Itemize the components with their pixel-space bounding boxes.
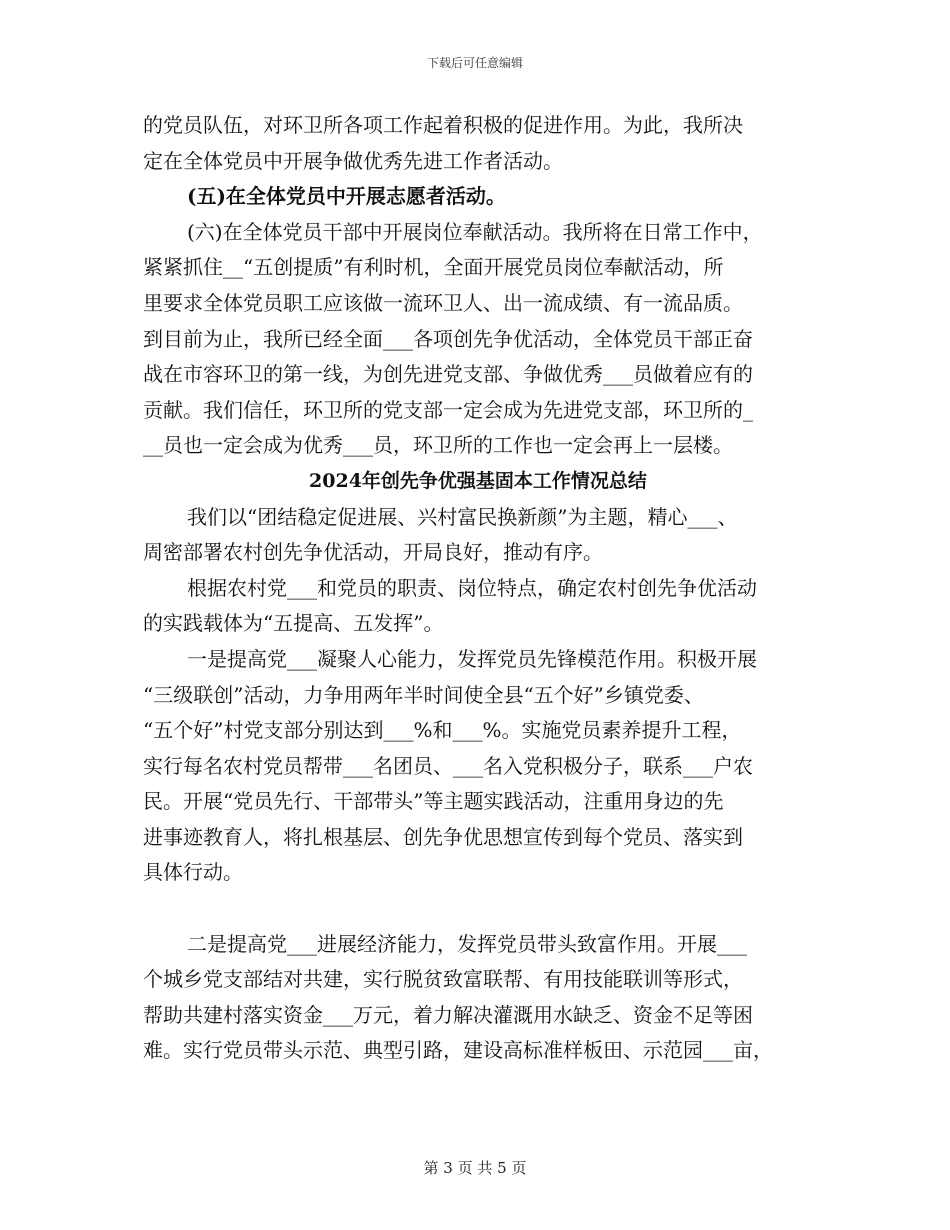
paragraph-line: 的实践载体为“五提高、五发挥”。 [143,611,444,636]
paragraph-line: 实行每名农村党员帮带___名团员、___名入党积极分子，联系___户农 [143,753,753,778]
paragraph-line: “三级联创”活动，力争用两年半时间使全县“五个好”乡镇党委、 [143,682,704,707]
paragraph-line-bold: (五)在全体党员中开展志愿者活动。 [187,184,506,209]
paragraph-line: 到目前为止，我所已经全面___各项创先争优活动，全体党员干部正奋 [143,326,753,351]
paragraph-line: 战在市容环卫的第一线，为创先进党支部、争做优秀___员做着应有的 [143,362,753,387]
paragraph-line-first: 二是提高党___进展经济能力，发挥党员带头致富作用。开展___ [187,931,747,956]
paragraph-line-first: (六)在全体党员干部中开展岗位奉献活动。我所将在日常工作中， [187,219,763,244]
paragraph-line-first: 一是提高党___凝聚人心能力，发挥党员先锋模范作用。积极开展 [187,646,757,671]
paragraph-line: 定在全体党员中开展争做优秀先进工作者活动。 [143,148,563,173]
paragraph-line: 帮助共建村落实资金___万元，着力解决灌溉用水缺乏、资金不足等困 [143,1002,753,1027]
paragraph-line: 进事迹教育人，将扎根基层、创先争优思想宣传到每个党员、落实到 [143,824,743,849]
paragraph-line-first: 根据农村党___和党员的职责、岗位特点，确定农村创先争优活动 [187,575,757,600]
page-footer: 第 3 页 共 5 页 [423,1159,527,1177]
paragraph-line: __员也一定会成为优秀___员，环卫所的工作也一定会再上一层楼。 [143,433,733,458]
page-header: 下载后可任意编辑 [426,56,523,70]
paragraph-line: 个城乡党支部结对共建，实行脱贫致富联帮、有用技能联训等形式， [143,967,743,992]
paragraph-line: 紧紧抓住__“五创提质”有利时机，全面开展党员岗位奉献活动，所 [143,255,724,280]
section-heading: 2024年创先争优强基固本工作情况总结 [309,469,647,492]
paragraph-line: “五个好”村党支部分别达到___%和___%。实施党员素养提升工程， [143,718,742,743]
paragraph-spacer [143,891,813,927]
paragraph-line: 难。实行党员带头示范、典型引路，建设高标准样板田、示范园___亩， [143,1038,773,1063]
paragraph-line-first: 我们以“团结稳定促进展、兴村富民换新颜”为主题，精心___、 [187,504,738,529]
paragraph-line: 里要求全体党员职工应该做一流环卫人、出一流成绩、有一流品质。 [143,290,743,315]
paragraph-line: 贡献。我们信任，环卫所的党支部一定会成为先进党支部，环卫所的_ [143,397,753,422]
paragraph-line: 具体行动。 [143,860,243,885]
paragraph-line: 的党员队伍，对环卫所各项工作起着积极的促进作用。为此，我所决 [143,113,743,137]
paragraph-line: 民。开展“党员先行、干部带头”等主题实践活动，注重用身边的先 [143,789,724,814]
document-body [143,108,813,1069]
paragraph-line: 周密部署农村创先争优活动，开局良好，推动有序。 [143,540,603,565]
